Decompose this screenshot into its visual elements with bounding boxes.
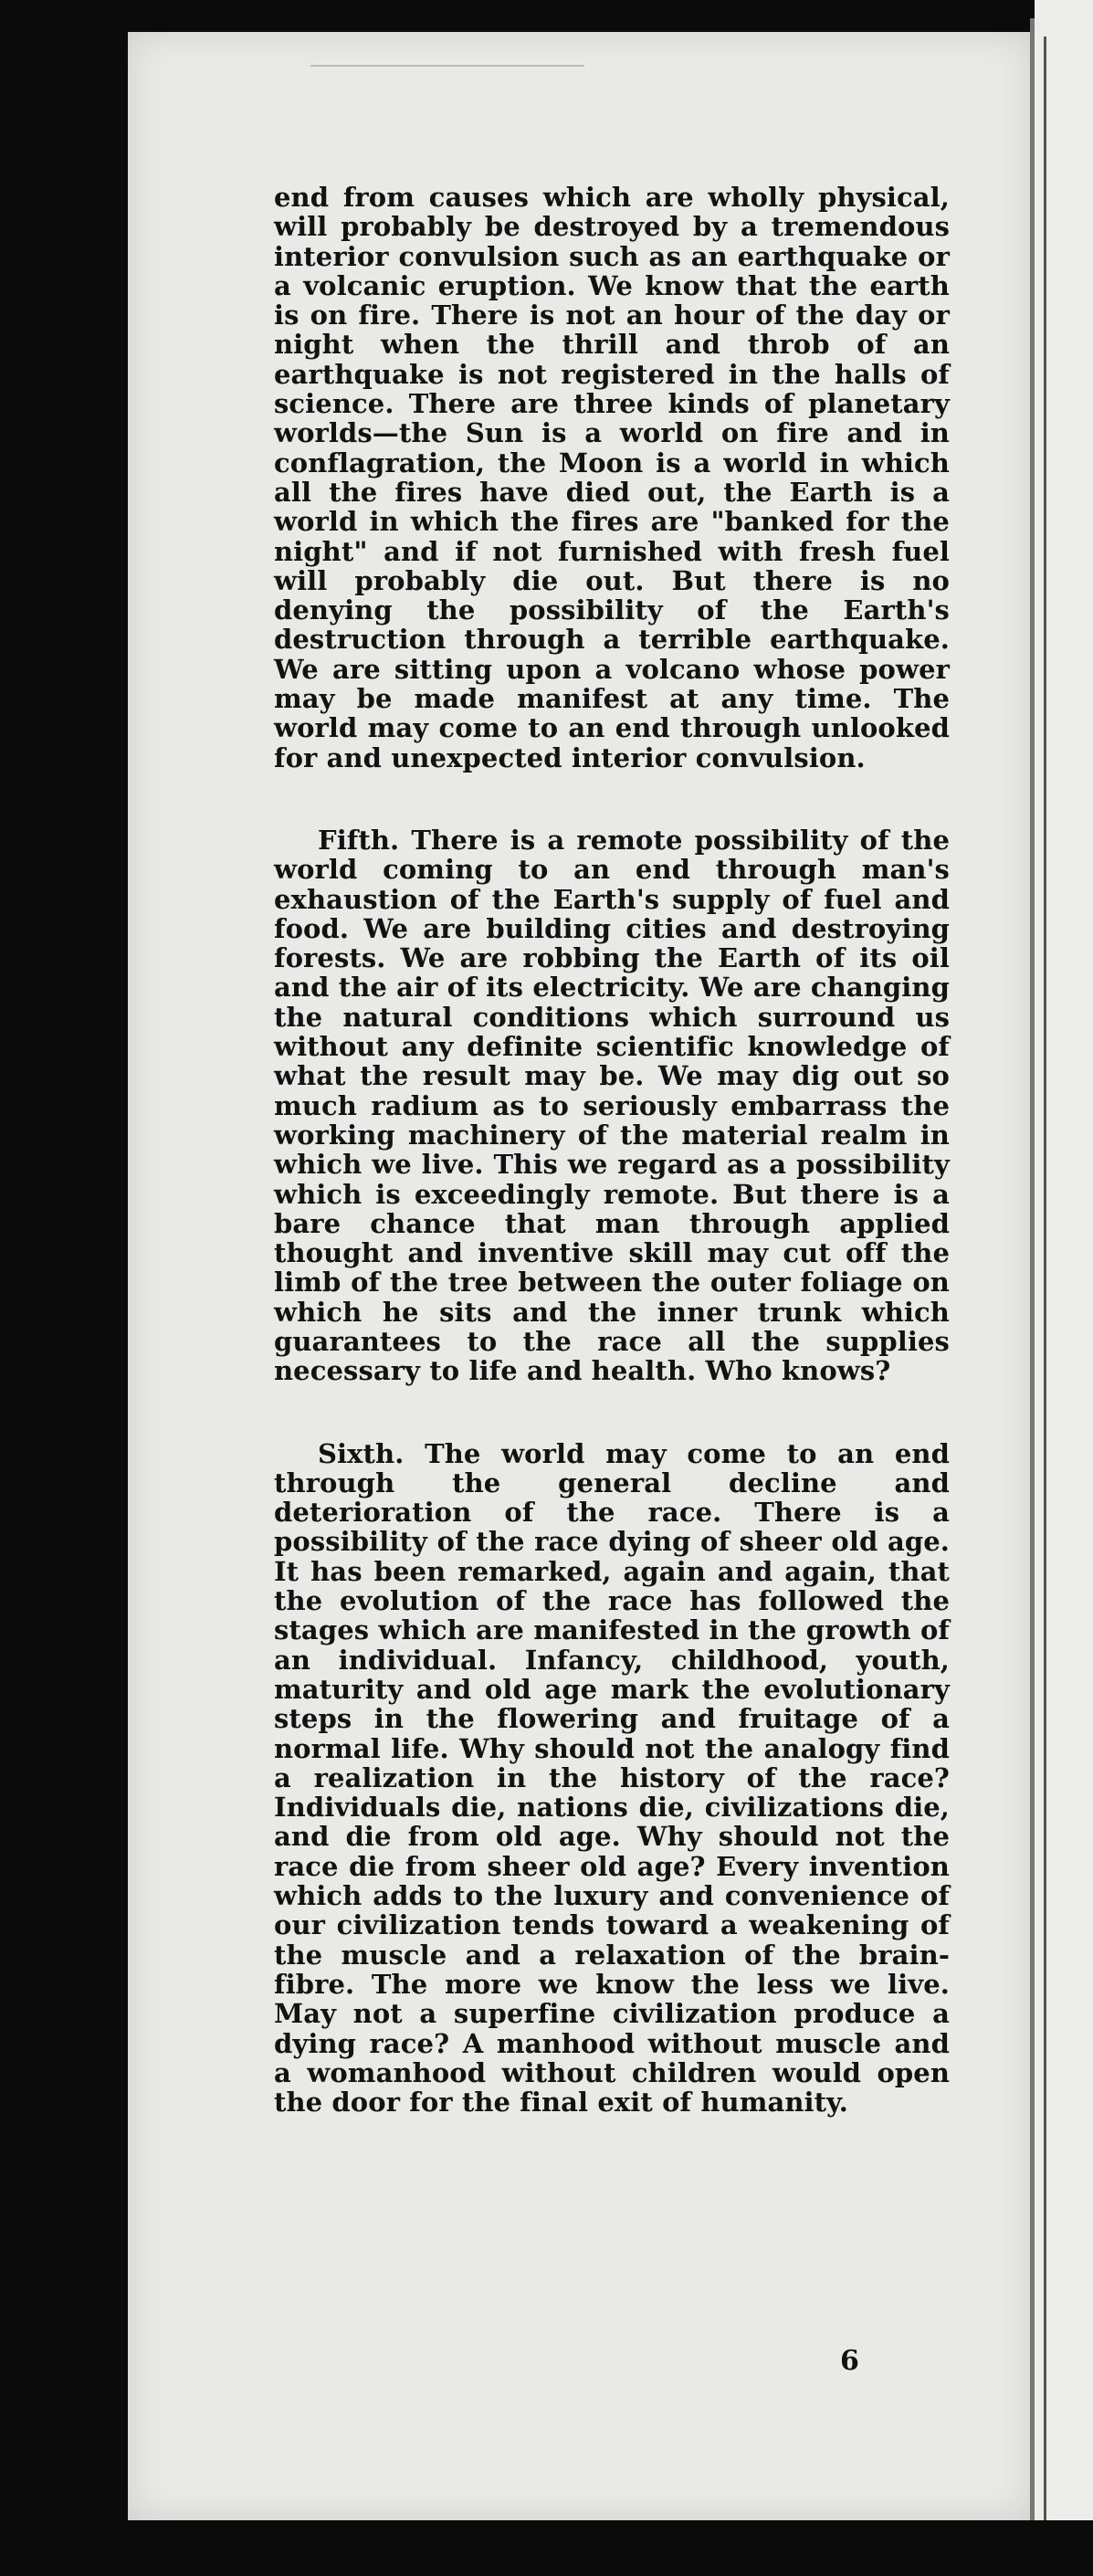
paragraph-fifth: Fifth. There is a remote possibility of the world coming to an end through man's exhaustion of the Earth's supply of fuel and food. We are building cities and destroying forests. We are robbing the Earth of its oil and the air of its electricity. We are changing the natural conditions which surround us without any definite scientific knowledge of what the result may be. We may dig out so much radium as to seriously embarrass the working machinery of the material realm in which we live. This we regard as a possibility which is exceedingly remote. But there is a bare chance that man through applied thought and inventive skill may cut off the limb of the tree between the outer foliage on which he sits and the inner trunk which guarantees to the race all the supplies necessary to life and health. Who knows? [274,824,950,1387]
paragraph-sixth: Sixth. The world may come to an end through the general decline and deterioration of the race. There is a possibility of the race dying of sheer old age. It has been remarked, again and again, that the evolution of the race has followed the stages which are manifested in the growth of an individual. Infancy, childhood, youth, maturity and old age mark the evolutionary steps in the flowering and fruitage of a normal life. Why should not the analogy find a realization in the history of the race? Individuals die, nations die, civilizations die, and die from old age. Why should not the race die from sheer old age? Every invention which adds to the luxury and convenience of our civilization tends toward a weakening of the muscle and a relaxation of the brain-fibre. The more we know the less we live. May not a superfine civilization produce a dying race? A manhood without muscle and a womanhood without children would open the door for the final exit of humanity. [274,1437,950,2119]
scan-border-bottom [0,2520,1093,2576]
page-number: 6 [840,2345,859,2377]
paragraph-earthquake: end from causes which are wholly physical, will probably be destroyed by a tremendous interior convulsion such as an earthquake or a volcanic eruption. We know that the earth is on fire. There is not an hour of the day or night when the thrill and throb of an earthquake is not registered in the halls of science. There are three kinds of planetary worlds—the Sun is a world on fire and in conflagration, the Moon is a world in which all the fires have died out, the Earth is a world in which the fires are "banked for the night" and if not furnished with fresh fuel will probably die out. But there is no denying the possibility of the Earth's destruction through a terrible earthquake. We are sitting upon a volcano whose power may be made manifest at any time. The world may come to an end through unlooked for and unexpected interior convulsion. [274,182,950,773]
page-crease [310,65,584,67]
body-text [274,183,950,2170]
adjacent-page-border [1044,37,1046,2539]
